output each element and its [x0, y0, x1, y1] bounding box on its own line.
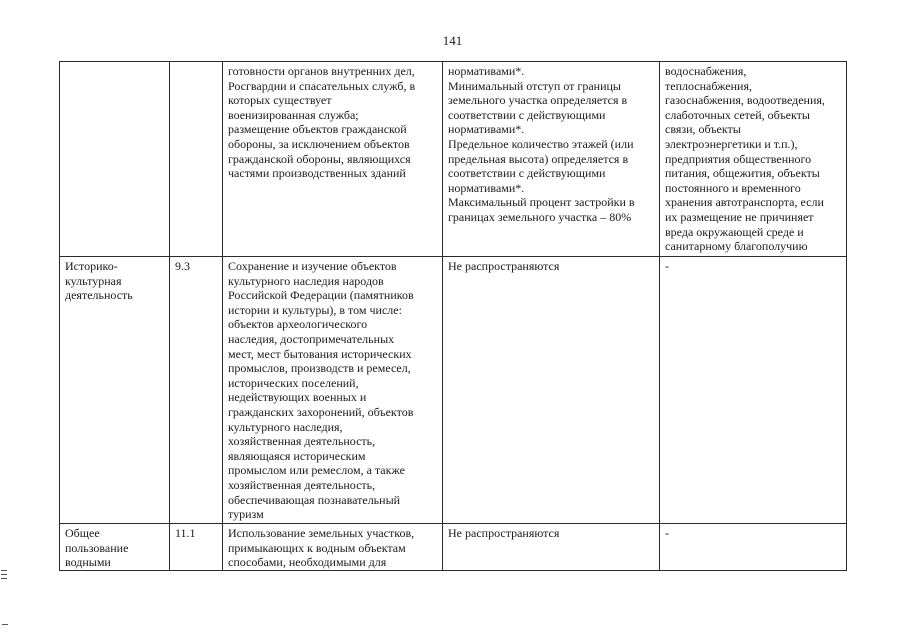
table-row	[60, 524, 847, 571]
land-use-name: Общее пользование водными	[65, 526, 129, 570]
scan-margin-dash	[2, 624, 8, 625]
land-use-parameters: Не распространяются	[448, 259, 560, 273]
land-use-code-cell	[170, 257, 223, 524]
land-use-description: Сохранение и изучение объектов культурного наследия народов Российской Федерации (памятников истории и культуры), в том числе: объектов археологического наследия, достопримечательных мест, мест бытования исторических промыслов, производств и ремесел, исторических поселений, недействующих военных и гражданских захоронений, объектов культурного наследия, хозяйственная деятельность, являющаяся историческим промыслом или ремеслом, а также хозяйственная деятельность, обеспечивающая познавательный туризм	[228, 259, 414, 522]
land-use-description-cell	[223, 257, 443, 524]
land-use-notes-cell	[660, 524, 847, 571]
land-use-table	[59, 61, 847, 571]
land-use-parameters: Не распространяются	[448, 526, 560, 540]
land-use-parameters: нормативами*. Минимальный отступ от границы земельного участка определяется в соответствии с действующими нормативами*. Предельное количество этажей (или предельная высота) определяется в соответствии с действующими нормативами*. Максимальный процент застройки в границах земельного участка – 80%	[448, 64, 635, 224]
land-use-notes: -	[665, 259, 669, 273]
land-use-parameters-cell	[443, 524, 660, 571]
page-number: 141	[442, 33, 463, 48]
land-use-code: 11.1	[175, 526, 196, 540]
land-use-code-cell	[170, 524, 223, 571]
land-use-description-cell	[223, 524, 443, 571]
land-use-parameters-cell	[443, 62, 660, 257]
land-use-description-cell	[223, 62, 443, 257]
land-use-name: Историко- культурная деятельность	[65, 259, 133, 303]
land-use-code: 9.3	[175, 259, 190, 273]
land-use-name-cell	[60, 257, 170, 524]
land-use-name-cell	[60, 524, 170, 571]
land-use-parameters-cell	[443, 257, 660, 524]
land-use-notes-cell	[660, 62, 847, 257]
land-use-notes-cell	[660, 257, 847, 524]
land-use-notes: водоснабжения, теплоснабжения, газоснабжения, водоотведения, слаботочных сетей, объекты связи, объекты электроэнергетики и т.п.), предприятия общественного питания, общежития, объекты постоянного и временного хранения автотранспорта, если их размещение не причиняет вреда окружающей среде и санитарному благополучию	[665, 64, 825, 254]
land-use-code-cell	[170, 62, 223, 257]
land-use-description: Использование земельных участков, примыкающих к водным объектам способами, необходимыми для	[228, 526, 415, 570]
land-use-name-cell	[60, 62, 170, 257]
table-row	[60, 257, 847, 524]
land-use-description: готовности органов внутренних дел, Росгвардии и спасательных служб, в которых существует военизированная служба; размещение объектов гражданской обороны, за исключением объектов гражданской обороны, являющихся частями производственных зданий	[228, 64, 416, 181]
land-use-notes: -	[665, 526, 669, 540]
scan-margin-marks	[1, 570, 7, 582]
table-row	[60, 62, 847, 257]
